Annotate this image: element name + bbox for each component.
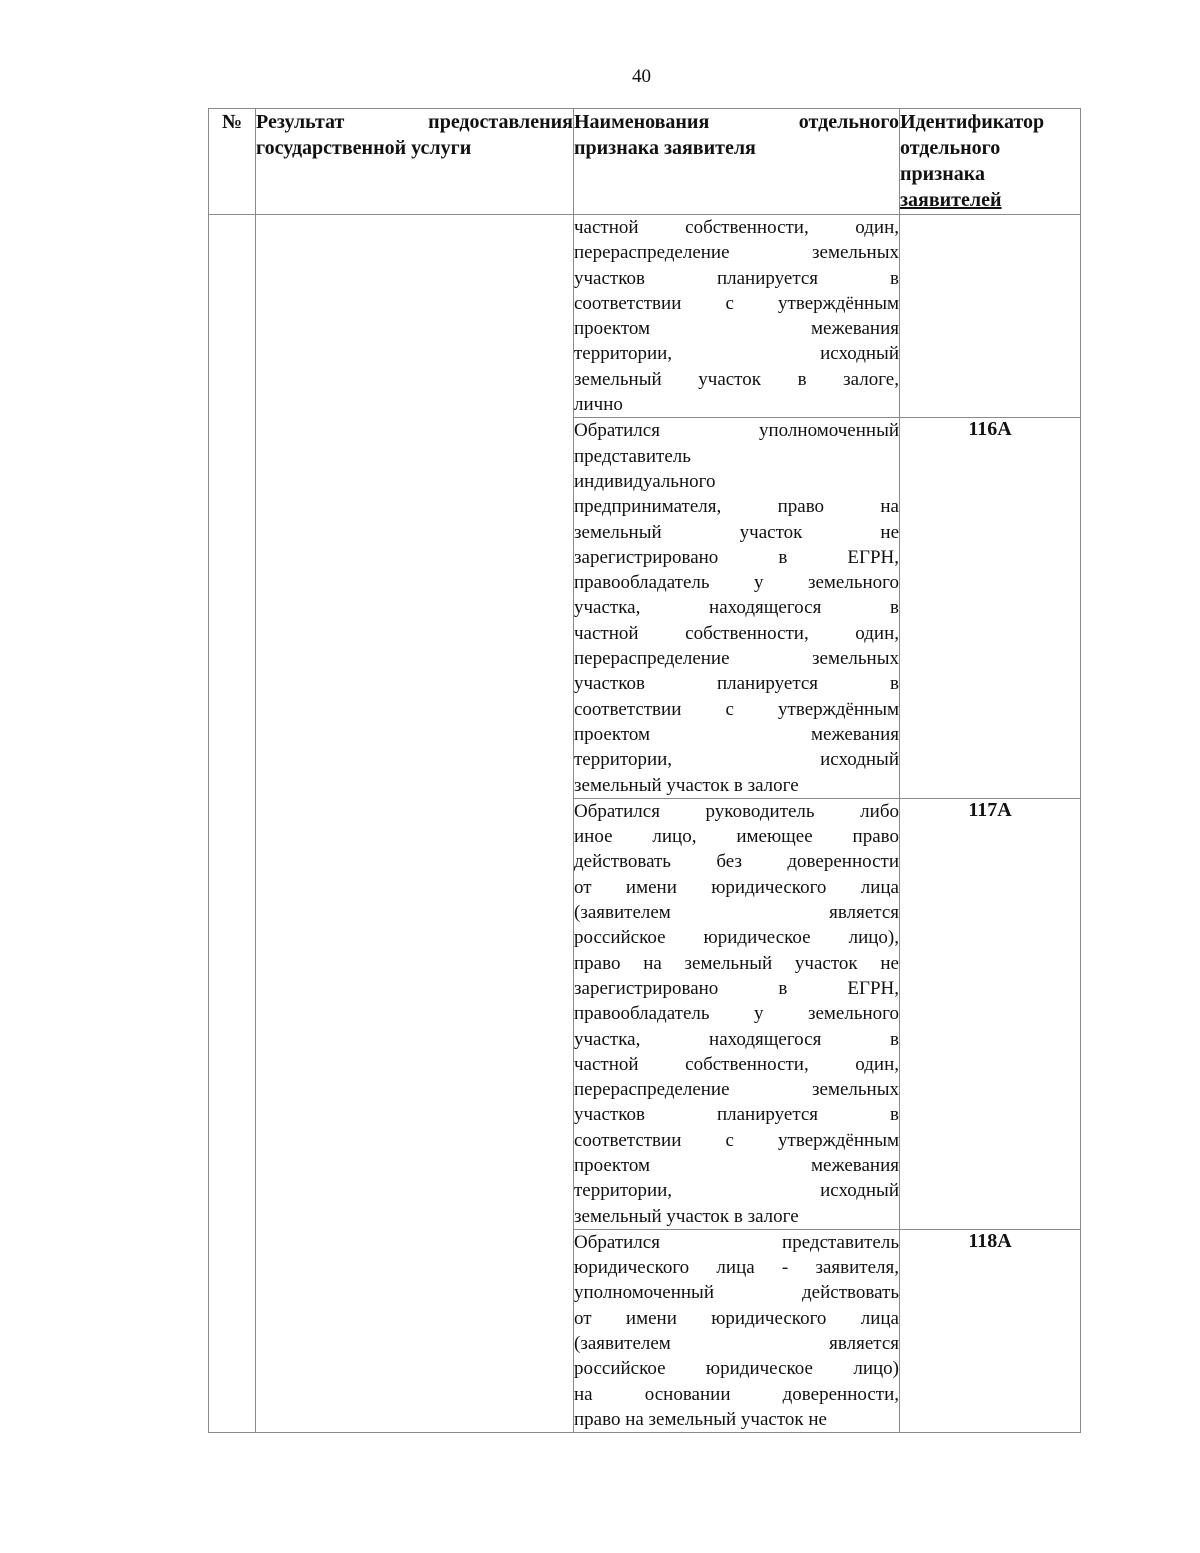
table-body: [209, 215, 1081, 1433]
feature-text-line: участков планируется в: [574, 267, 899, 289]
row-result-cell: [256, 798, 574, 1229]
feature-text-line: проектом межевания: [574, 1154, 899, 1176]
row-feature-id-cell: [900, 215, 1081, 418]
feature-text-line: на основании доверенности,: [574, 1383, 899, 1405]
header-id-line: Идентификатор: [900, 111, 1045, 133]
feature-text-line: проектом межевания: [574, 318, 899, 340]
feature-text-line: частной собственности, один,: [574, 217, 899, 238]
feature-text-line: уполномоченный действовать: [574, 1282, 899, 1304]
row-result-cell: [256, 215, 574, 418]
row-feature-name-cell: [574, 215, 900, 418]
feature-text-line: Обратился руководитель либо: [574, 800, 899, 822]
feature-text-line: перераспределение земельных: [574, 242, 899, 264]
feature-text-line: участка, находящегося в: [574, 1028, 899, 1050]
feature-text-line: от имени юридического лица: [574, 1307, 899, 1329]
feature-text-line: представитель: [574, 445, 691, 467]
row-result-cell: [256, 1229, 574, 1432]
feature-text-line: право на земельный участок не: [574, 1408, 827, 1430]
row-number-cell: [209, 418, 256, 798]
feature-text-line: российское юридическое лицо),: [574, 927, 899, 949]
row-number-cell: [209, 1229, 256, 1432]
row-feature-id-cell: 116А: [900, 418, 1081, 798]
row-result-cell: [256, 418, 574, 798]
feature-text-line: (заявителем является: [574, 902, 899, 924]
feature-text-line: Обратился представитель: [574, 1231, 899, 1253]
feature-text-line: земельный участок в залоге: [574, 1205, 799, 1227]
feature-text-line: от имени юридического лица: [574, 876, 899, 898]
feature-text-line: земельный участок в залоге: [574, 774, 799, 796]
feature-text-line: земельный участок не: [574, 521, 899, 543]
table-row: [209, 1229, 1081, 1432]
row-feature-id-cell: 118А: [900, 1229, 1081, 1432]
row-feature-name-cell: [574, 798, 900, 1229]
feature-text-line: право на земельный участок не: [574, 952, 899, 974]
header-number: №: [209, 109, 256, 215]
feature-text-line: частной собственности, один,: [574, 1053, 899, 1075]
feature-text-line: лично: [574, 394, 623, 416]
header-result-line: государственной услуги: [256, 137, 472, 159]
feature-text-line: соответствии с утверждённым: [574, 292, 899, 314]
feature-text-line: зарегистрировано в ЕГРН,: [574, 977, 899, 999]
header-id-line: признака: [900, 163, 985, 185]
header-id-line: отдельного: [900, 137, 1001, 159]
feature-text-line: участка, находящегося в: [574, 597, 899, 619]
feature-text-line: соответствии с утверждённым: [574, 698, 899, 720]
row-feature-id-cell: 117А: [900, 798, 1081, 1229]
header-result: [256, 109, 574, 215]
header-result-line: Результат предоставления: [256, 111, 573, 133]
feature-text-line: индивидуального: [574, 470, 716, 492]
table-header-row: [209, 109, 1081, 215]
feature-text-line: перераспределение земельных: [574, 1079, 899, 1101]
feature-text-line: участков планируется в: [574, 673, 899, 695]
row-number-cell: [209, 798, 256, 1229]
table-row: [209, 215, 1081, 418]
feature-text-line: частной собственности, один,: [574, 622, 899, 644]
feature-text-line: проектом межевания: [574, 723, 899, 745]
table-row: [209, 418, 1081, 798]
header-name-line: признака заявителя: [574, 137, 756, 159]
feature-text-line: российское юридическое лицо): [574, 1358, 899, 1380]
feature-text-line: территории, исходный: [574, 343, 899, 365]
header-feature-id: [900, 109, 1081, 215]
feature-text-line: зарегистрировано в ЕГРН,: [574, 546, 899, 568]
page-number: 40: [632, 66, 651, 87]
applicant-features-table: [208, 108, 1081, 1433]
feature-text-line: перераспределение земельных: [574, 648, 899, 670]
feature-text-line: соответствии с утверждённым: [574, 1129, 899, 1151]
feature-text-line: Обратился уполномоченный: [574, 420, 899, 442]
header-name-line: Наименования отдельного: [574, 111, 899, 133]
feature-text-line: действовать без доверенности: [574, 851, 899, 873]
row-number-cell: [209, 215, 256, 418]
feature-text-line: правообладатель у земельного: [574, 1003, 899, 1025]
row-feature-name-cell: [574, 418, 900, 798]
feature-text-line: участков планируется в: [574, 1104, 899, 1126]
feature-text-line: территории, исходный: [574, 749, 899, 771]
header-feature-name: [574, 109, 900, 215]
feature-text-line: иное лицо, имеющее право: [574, 826, 899, 848]
feature-text-line: территории, исходный: [574, 1180, 899, 1202]
header-id-line: заявителей: [900, 189, 1002, 211]
feature-text-line: предпринимателя, право на: [574, 496, 899, 518]
feature-text-line: земельный участок в залоге,: [574, 368, 899, 390]
feature-text-line: (заявителем является: [574, 1333, 899, 1355]
row-feature-name-cell: [574, 1229, 900, 1432]
feature-text-line: юридического лица - заявителя,: [574, 1257, 899, 1279]
feature-text-line: правообладатель у земельного: [574, 572, 899, 594]
table-row: [209, 798, 1081, 1229]
